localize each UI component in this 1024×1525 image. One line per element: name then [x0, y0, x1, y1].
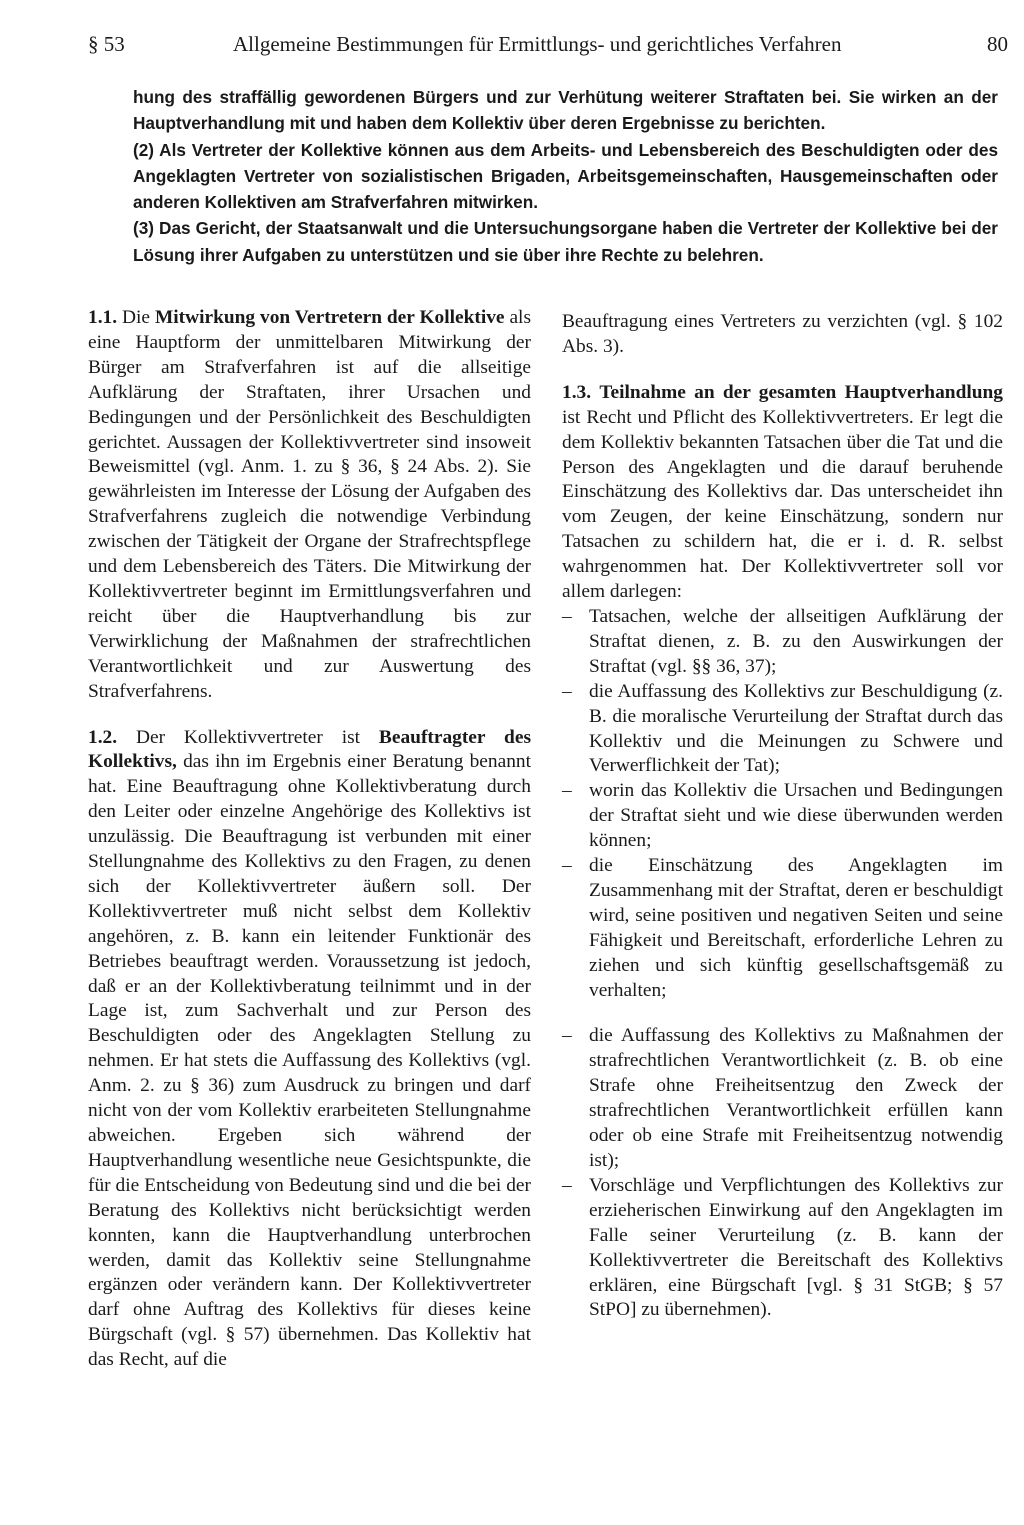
page-header	[88, 32, 1008, 66]
note-text: ist Recht und Pflicht des Kollektivvertreters. Er legt die dem Kollektiv bekannten Tatsachen über die Tat und die Person des Angeklagten und die darauf beruhende Einschätzung des Kollektivs dar. Das unterscheidet ihn vom Zeugen, der keine Einschätzung, sondern nur Tatsachen zu schildern hat, die er i. d. R. selbst wahrgenommen hat. Der Kollektivvertreter soll vor allem darlegen:	[562, 406, 1003, 603]
running-title: Allgemeine Bestimmungen für Ermittlungs- und gerichtliches Verfahren	[233, 32, 842, 56]
note-text: als eine Hauptform der unmittelbaren Mitwirkung der Bürger am Strafverfahren ist auf die allseitige Aufklärung der Straftaten, ihrer Ursachen und Bedingungen und der Persönlichkeit des Beschuldigten gerichtet. Aussagen der Kollektivvertreter sind insoweit Beweismittel (vgl. Anm. 1. zu § 36, § 24 Abs. 2). Sie gewährleisten im Interesse der Lösung der Aufgaben des Strafverfahrens zugleich die notwendige Verbindung zwischen der Tätigkeit der Organe der Strafrechtspflege und dem Lebensbereich des Täters. Die Mitwirkung der Kollektivvertreter beginnt im Ermittlungsverfahren und reicht über die Hauptverhandlung bis zur Verwirklichung der Maßnahmen der strafrechtlichen Verantwortlichkeit und zur Auswertung des Strafverfahrens.	[88, 307, 531, 702]
list-item: – die Auffassung des Kollektivs zur Beschuldigung (z. B. die moralische Verurteilung der Straftat durch das Kollektiv und die Meinungen zu Schwere und Verwerflichkeit der Tat);	[562, 680, 1003, 780]
note-number: 1.3.	[562, 381, 592, 403]
note-1-3	[562, 381, 1003, 605]
note-1-1	[88, 306, 531, 705]
commentary-left-column	[88, 306, 531, 1394]
note-keyword: Mitwirkung von Vertretern der Kollektive	[154, 307, 505, 328]
list-item: – die Auffassung des Kollektivs zu Maßnahmen der strafrechtlichen Verantwortlichkeit (z. B. ob eine Strafe ohne Freiheitsentzug den Zweck der strafrechtlichen Verantwortlichkeit erfüllen kann oder ob eine Strafe mit Freiheitsentzug notwendig ist);	[562, 1024, 1003, 1173]
list-item: – Tatsachen, welche der allseitigen Aufklärung der Straftat dienen, z. B. zu den Auswirkungen der Straftat (vgl. §§ 36, 37);	[562, 605, 1003, 680]
note-lead: Der Kollektivvertreter ist	[135, 726, 361, 748]
law-paragraph-3: (3) Das Gericht, der Staatsanwalt und die Untersuchungsorgane haben die Vertreter der Kollektive bei der Lösung ihrer Aufgaben zu unterstützen und sie über ihre Rechte zu belehren.	[133, 218, 998, 265]
law-paragraph-1-continuation: hung des straffällig gewordenen Bürgers und zur Verhütung weiterer Straftaten bei. Sie wirken an der Hauptverhandlung mit und haben dem Kollektiv über deren Ergebnisse zu berichten.	[133, 87, 998, 134]
section-number: § 53	[88, 32, 125, 56]
note-keyword: Teilnahme an der gesamten Hauptverhandlung	[599, 381, 1003, 403]
note-number: 1.1.	[88, 307, 118, 328]
page-number: 80	[987, 32, 1008, 56]
note-text: das ihn im Ergebnis einer Beratung benannt hat. Eine Beauftragung ohne Kollektivberatung durch den Leiter oder einzelne Angehörige des Kollektivs ist unzulässig. Die Beauftragung ist verbunden mit einer Stellungnahme des Kollektivs zu den Fragen, zu denen sich der Kollektivvertreter äußern soll. Der Kollektivvertreter muß nicht selbst dem Kollektiv angehören, z. B. kann ein leitender Funktionär des Betriebes beauftragt werden. Voraussetzung ist jedoch, daß er an der Kollektivberatung teilnimmt und in der Lage ist, zum Sachverhalt und zur Person des Beschuldigten oder des Angeklagten Stellung zu nehmen. Er hat stets die Auffassung des Kollektivs (vgl. Anm. 2. zu § 36) zum Ausdruck zu bringen und darf nicht von der vom Kollektiv erarbeiteten Stellungnahme abweichen. Ergeben sich während der Hauptverhandlung wesentliche neue Gesichtspunkte, die für die Entscheidung von Bedeutung sind und die bei der Beratung des Kollektivs nicht berücksichtigt werden konnten, kann die Hauptverhandlung unterbrochen werden, damit das Kollektiv seine Stellungnahme ergänzen oder verändern kann. Der Kollektivvertreter darf ohne Auftrag des Kollektivs für dieses keine Bürgschaft (vgl. § 57) übernehmen. Das Kollektiv hat das Recht, auf die	[88, 751, 531, 1371]
law-paragraph-2: (2) Als Vertreter der Kollektive können aus dem Arbeits- und Lebensbereich des Beschuldigten oder des Angeklagten Vertreter von sozialistischen Brigaden, Arbeitsgemeinschaften, Hausgemeinschaften oder anderen Kollektiven am Strafverfahren mitwirken.	[133, 139, 998, 213]
list-item: – die Einschätzung des Angeklagten im Zusammenhang mit der Straftat, deren er beschuldigt wird, seine positiven und negativen Seiten und seine Fähigkeit und Bereitschaft, erforderliche Lehren zu ziehen und sich künftig gesellschaftsgemäß zu verhalten;	[562, 854, 1003, 1003]
list-item: – Vorschläge und Verpflichtungen des Kollektivs zur erzieherischen Einwirkung auf den Angeklagten im Falle seiner Verurteilung (z. B. kann der Kollektivvertreter die Bereitschaft des Kollektivs erklären, eine Bürgschaft [vgl. § 31 StGB; § 57 StPO] zu übernehmen).	[562, 1174, 1003, 1323]
note-number: 1.2.	[88, 726, 118, 748]
law-text	[133, 84, 998, 268]
list-item: – worin das Kollektiv die Ursachen und Bedingungen der Straftat sieht und wie diese überwunden werden können;	[562, 779, 1003, 854]
commentary-right-column	[562, 310, 1003, 1323]
note-1-2-continuation: Beauftragung eines Vertreters zu verzichten (vgl. § 102 Abs. 3).	[562, 311, 1003, 357]
note-1-2	[88, 726, 531, 1374]
note-lead: Die	[122, 307, 151, 328]
note-keyword: Beauftragter des Kollektivs,	[88, 726, 531, 773]
note-1-3-list	[562, 605, 1003, 1323]
